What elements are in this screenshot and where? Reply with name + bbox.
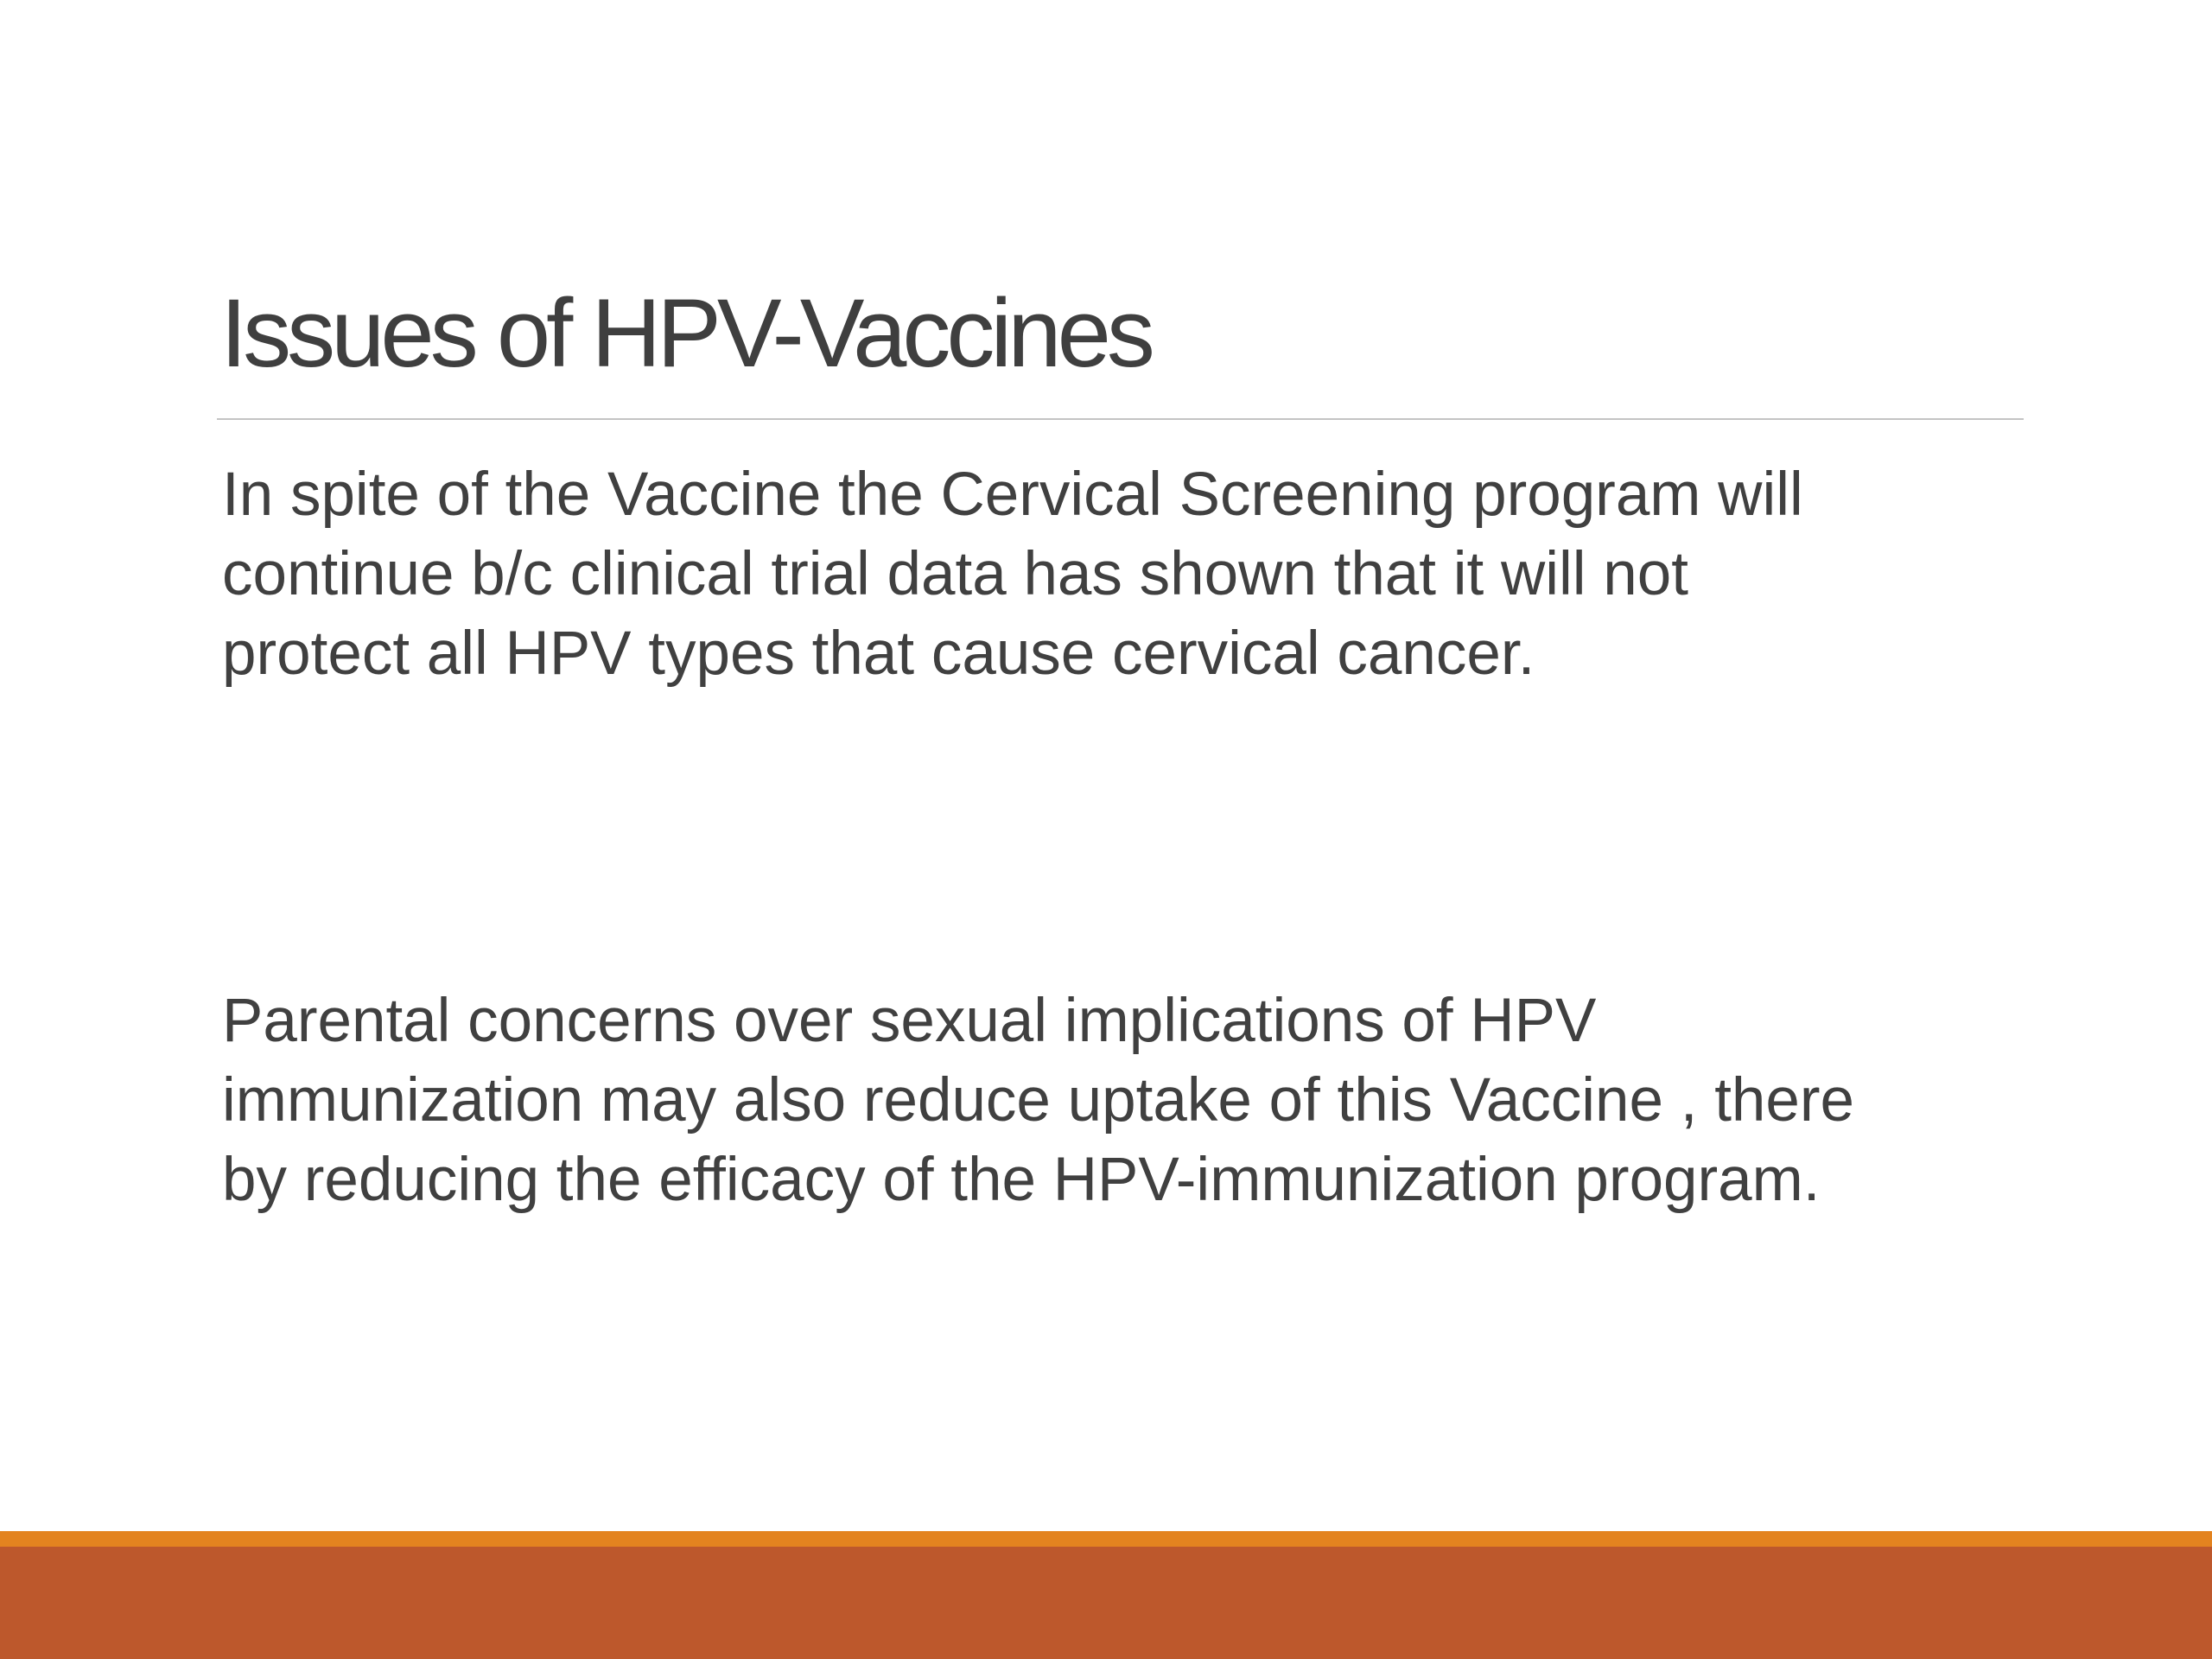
footer-band <box>0 1547 2212 1659</box>
paragraph-line: Parental concerns over sexual implications of HPV <box>222 987 1597 1055</box>
paragraph-line: protect all HPV types that cause cervical cancer. <box>222 620 1535 688</box>
paragraph-line: by reducing the efficacy of the HPV-immunization program. <box>222 1146 1821 1214</box>
slide-title: Issues of HPV-Vaccines <box>220 279 1151 387</box>
footer-accent-stripe <box>0 1531 2212 1547</box>
body-paragraph-2 <box>222 982 2123 1220</box>
title-divider <box>217 418 2024 420</box>
body-paragraph-1 <box>222 455 2123 694</box>
paragraph-line: continue b/c clinical trial data has shown that it will not <box>222 540 1688 608</box>
paragraph-line: immunization may also reduce uptake of this Vaccine , there <box>222 1066 1855 1135</box>
paragraph-line: In spite of the Vaccine the Cervical Screening program will <box>222 461 1803 529</box>
